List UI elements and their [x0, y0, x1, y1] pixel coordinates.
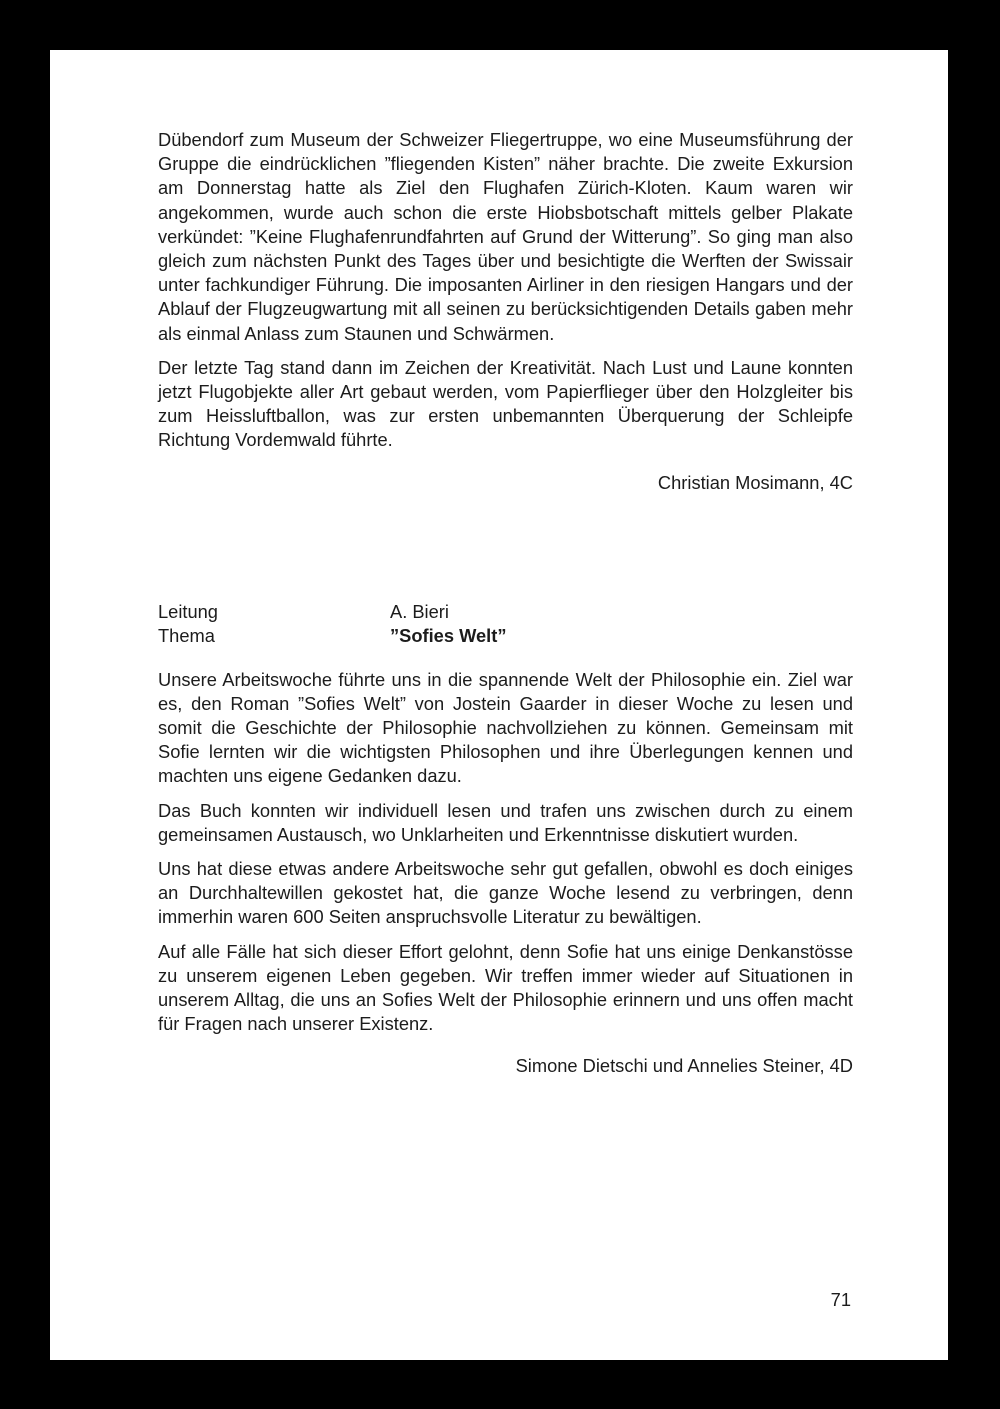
document-page — [50, 50, 948, 1360]
leitung-value: A. Bieri — [390, 600, 449, 622]
report-sofies-welt — [158, 668, 853, 1079]
page-content — [158, 128, 853, 1078]
author-signature: Christian Mosimann, 4C — [657, 471, 853, 493]
body-paragraph: Der letzte Tag stand dann im Zeichen der Kreativität. Nach Lust und Laune konnten jetzt Flugobjekte aller Art gebaut werden, vom Papierflieger über den Holzgleiter bis zum Heissluftballon, was zur ersten unbemannten Überquerung der Schleipfe Richtung Vordemwald führte. — [158, 356, 853, 451]
thema-label: Thema — [158, 624, 215, 646]
body-paragraph: Uns hat diese etwas andere Arbeitswoche sehr gut gefallen, obwohl es doch einiges an Durchhaltewillen gekostet hat, die ganze Woche lesend zu verbringen, denn immerhin waren 600 Seiten anspruchsvolle Literatur zu bewältigen. — [158, 858, 853, 928]
author-signature: Simone Dietschi und Annelies Steiner, 4D — [515, 1055, 853, 1077]
leitung-label: Leitung — [158, 600, 218, 622]
body-paragraph: Dübendorf zum Museum der Schweizer Fliegertruppe, wo eine Museumsführung der Gruppe die eindrücklichen ”fliegenden Kisten” näher brachte. Die zweite Exkursion am Donnerstag hatte als Ziel den Flughafen Zürich-Kloten. Kaum waren wir angekommen, wurde auch schon die erste Hiobsbotschaft mittels gelber Plakate verkündet: ”Keine Flughafenrundfahrten auf Grund der Witterung”. So ging man also gleich zum nächsten Punkt des Tages über und besichtigte die Werften der Swissair unter fachkundiger Führung. Die imposanten Airliner in den riesigen Hangars und der Ablauf der Flugzeugwartung mit all seinen zu berücksichtigenden Details gaben mehr als einmal Anlass zum Staunen und Schwärmen. — [158, 129, 853, 344]
report-flugwoche — [158, 128, 853, 495]
page-number: 71 — [830, 1289, 851, 1310]
body-paragraph: Auf alle Fälle hat sich dieser Effort gelohnt, denn Sofie hat uns einige Denkanstösse zu unserem eigenen Leben gegeben. Wir treffen immer wieder auf Situationen in unserem Alltag, die uns an Sofies Welt der Philosophie erinnern und uns offen macht für Fragen nach unserer Existenz. — [158, 940, 853, 1035]
body-paragraph: Das Buch konnten wir individuell lesen und trafen uns zwischen durch zu einem gemeinsamen Austausch, wo Unklarheiten und Erkenntnisse diskutiert wurden. — [158, 799, 853, 845]
leitung-row — [158, 600, 853, 624]
thema-row — [158, 624, 853, 648]
report-meta — [158, 600, 853, 648]
thema-value: ”Sofies Welt” — [390, 624, 507, 646]
body-paragraph: Unsere Arbeitswoche führte uns in die spannende Welt der Philosophie ein. Ziel war es, den Roman ”Sofies Welt” von Jostein Gaarder in dieser Woche zu lesen und somit die Geschichte der Philosophie nachvollziehen zu können. Gemeinsam mit Sofie lernten wir die wichtigsten Philosophen und ihre Überlegungen kennen und machten uns eigene Gedanken dazu. — [158, 668, 853, 787]
